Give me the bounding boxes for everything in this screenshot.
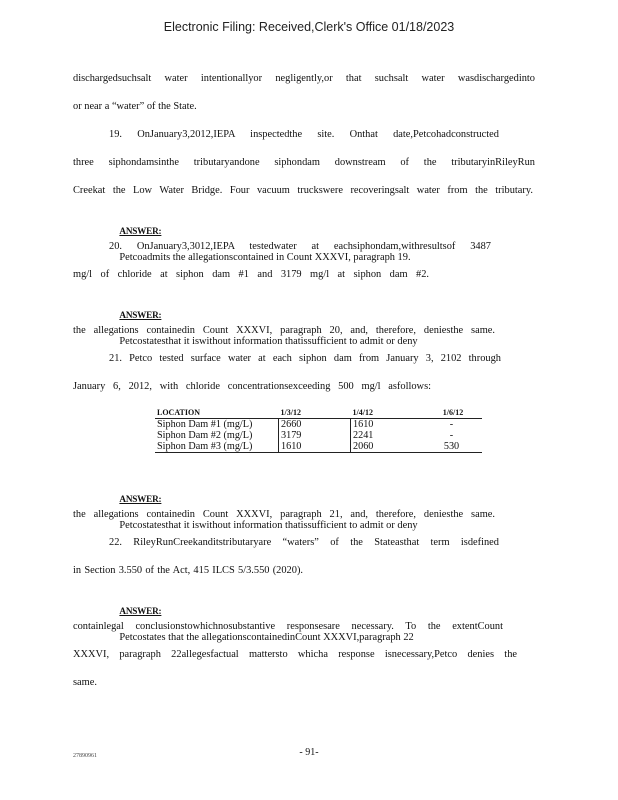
table-row — [155, 419, 482, 431]
table-header: 1/3/12 — [280, 408, 301, 417]
table-cell: 2660 — [279, 419, 351, 431]
table-cell: 2241 — [353, 430, 374, 441]
table-cell: - — [422, 419, 482, 431]
body-line: three siphondamsinthe tributaryandone siphondam downstream of the tributaryinRileyRun — [73, 157, 535, 168]
paragraph-20-line: 20. OnJanuary3,3012,IEPA testedwater at eachsiphondam,withresultsof 3487 — [109, 241, 491, 252]
table-cell: 1610 — [351, 419, 423, 431]
table-header-row — [155, 408, 482, 419]
table-cell: - — [449, 430, 454, 441]
paragraph-19-line: 19. OnJanuary3,2012,IEPA inspectedthe site. Onthat date,Petcohadconstructed — [109, 129, 499, 140]
answer-text: Petcoadmits the allegationscontained in Count XXXVI, paragraph 19. — [119, 252, 411, 263]
answer-label: ANSWER: — [119, 606, 162, 616]
paragraph-21-line: 21. Petco tested surface water at each siphon dam from January 3, 2102 through — [109, 353, 501, 364]
body-line: Creekat the Low Water Bridge. Four vacuum truckswere recoveringsalt water from the tributary. — [73, 185, 533, 196]
table-cell: Siphon Dam #1 (mg/L) — [155, 419, 279, 431]
body-line: the allegations containedin Count XXXVI, paragraph 20, and, therefore, deniesthe same. — [73, 325, 495, 336]
body-line: same. — [73, 677, 97, 688]
table-cell: 3179 — [279, 430, 351, 441]
table-header: 1/6/12 — [442, 408, 464, 417]
chloride-results-table — [155, 408, 482, 453]
table-cell: Siphon Dam #2 (mg/L) — [155, 430, 279, 441]
table-header: LOCATION — [157, 408, 200, 417]
document-id: 27890961 — [73, 753, 97, 759]
answer-label: ANSWER: — [119, 226, 162, 236]
body-line: containlegal conclusionstowhichnosubstantive responsesare necessary. To the extentCount — [73, 621, 503, 632]
answer-label: ANSWER: — [119, 494, 162, 504]
answer-text: Petcostatesthat it iswithout information thatissufficient to admit or deny — [119, 336, 418, 347]
table-cell: Siphon Dam #3 (mg/L) — [155, 441, 279, 453]
table-header: 1/4/12 — [352, 408, 373, 417]
table-cell: 2060 — [351, 441, 423, 453]
body-line: in Section 3.550 of the Act, 415 ILCS 5/3.550 (2020). — [73, 565, 303, 576]
body-line: dischargedsuchsalt water intentionallyor negligently,or that suchsalt water wasdischargedinto — [73, 73, 535, 84]
table-cell: 1610 — [279, 441, 351, 453]
body-line: mg/l of chloride at siphon dam #1 and 3179 mg/l at siphon dam #2. — [73, 269, 429, 280]
table-row — [155, 430, 482, 441]
table-row — [155, 441, 482, 453]
body-line: the allegations containedin Count XXXVI, paragraph 21, and, therefore, deniesthe same. — [73, 509, 495, 520]
table-cell: 530 — [422, 441, 482, 453]
page-number: - 91- — [299, 747, 319, 758]
body-line: or near a “water” of the State. — [73, 101, 197, 112]
answer-text: Petcostates that the allegationscontainedinCount XXXVI,paragraph 22 — [119, 632, 414, 643]
answer-text: Petcostatesthat it iswithout information thatissufficient to admit or deny — [119, 520, 418, 531]
body-line: January 6, 2012, with chloride concentrationsexceeding 500 mg/l asfollows: — [73, 381, 431, 392]
body-line: XXXVI, paragraph 22allegesfactual mattersto whicha response isnecessary,Petco denies the — [73, 649, 517, 660]
filing-stamp-header: Electronic Filing: Received,Clerk's Office 01/18/2023 — [163, 20, 455, 34]
paragraph-22-line: 22. RileyRunCreekanditstributaryare “waters” of the Stateasthat term isdefined — [109, 537, 499, 548]
answer-label: ANSWER: — [119, 310, 162, 320]
